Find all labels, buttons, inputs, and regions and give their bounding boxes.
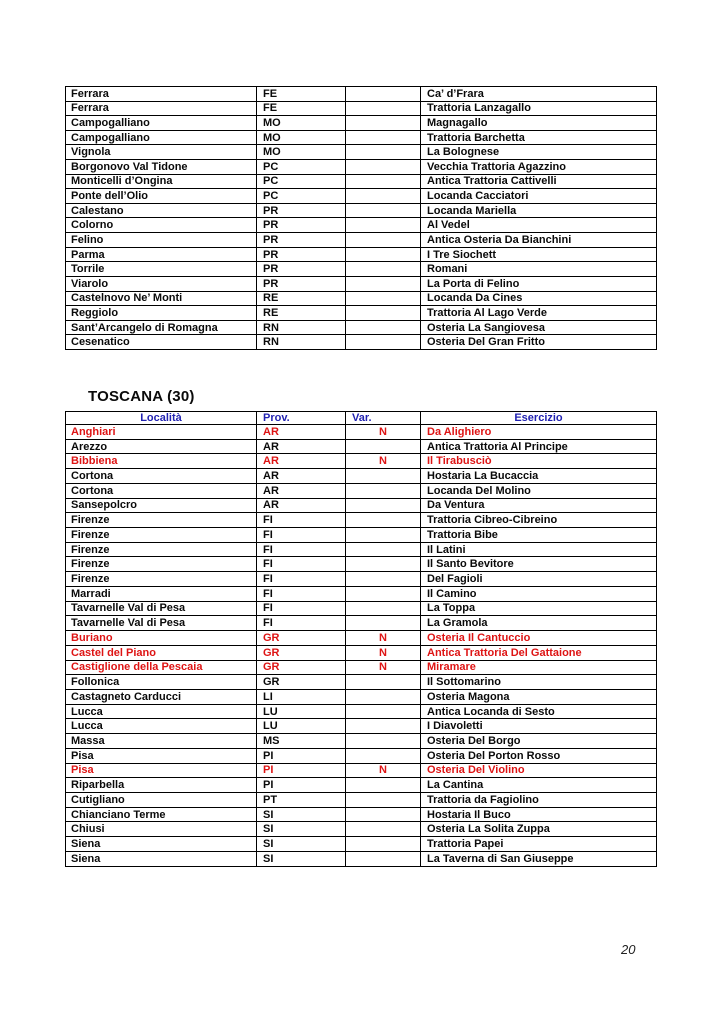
esercizio-cell: Trattoria Bibe [421,528,657,543]
prov-cell: MO [257,116,346,131]
var-cell: N [346,645,421,660]
localita-cell: Cortona [66,469,257,484]
var-cell: N [346,454,421,469]
esercizio-cell: Al Vedel [421,218,657,233]
localita-cell: Cutigliano [66,792,257,807]
prov-cell: GR [257,645,346,660]
prov-cell: FE [257,101,346,116]
prov-cell: RE [257,291,346,306]
esercizio-cell: Locanda Del Molino [421,483,657,498]
table-row [66,498,657,513]
esercizio-cell: Antica Trattoria Del Gattaione [421,645,657,660]
prov-cell: RN [257,320,346,335]
localita-cell: Reggiolo [66,306,257,321]
esercizio-cell: La Cantina [421,778,657,793]
table-row [66,101,657,116]
var-cell [346,160,421,175]
var-cell [346,528,421,543]
prov-cell: SI [257,807,346,822]
prov-cell: FI [257,557,346,572]
localita-cell: Parma [66,247,257,262]
localita-cell: Tavarnelle Val di Pesa [66,601,257,616]
emilia-table-body [66,87,657,350]
var-cell [346,247,421,262]
localita-cell: Lucca [66,719,257,734]
table-row [66,218,657,233]
localita-cell: Firenze [66,572,257,587]
esercizio-cell: Osteria Del Gran Fritto [421,335,657,350]
prov-cell: PI [257,778,346,793]
var-cell [346,483,421,498]
esercizio-cell: Il Latini [421,542,657,557]
table-row [66,276,657,291]
localita-cell: Castagneto Carducci [66,689,257,704]
prov-cell: PR [257,203,346,218]
table-row [66,675,657,690]
toscana-table-body [66,425,657,867]
table-row [66,601,657,616]
esercizio-cell: Il Santo Bevitore [421,557,657,572]
esercizio-cell: Trattoria Barchetta [421,130,657,145]
var-cell [346,189,421,204]
var-cell [346,469,421,484]
localita-cell: Colorno [66,218,257,233]
var-cell [346,203,421,218]
localita-cell: Follonica [66,675,257,690]
table-row [66,557,657,572]
localita-cell: Pisa [66,748,257,763]
localita-cell: Monticelli d’Ongina [66,174,257,189]
var-cell [346,218,421,233]
table-row [66,734,657,749]
table-row [66,704,657,719]
localita-cell: Felino [66,233,257,248]
localita-cell: Bibbiena [66,454,257,469]
table-row [66,528,657,543]
esercizio-cell: Del Fagioli [421,572,657,587]
esercizio-cell: Vecchia Trattoria Agazzino [421,160,657,175]
table-row [66,645,657,660]
localita-cell: Sansepolcro [66,498,257,513]
esercizio-cell: Romani [421,262,657,277]
var-cell: N [346,763,421,778]
prov-cell: SI [257,837,346,852]
esercizio-cell: La Toppa [421,601,657,616]
prov-cell: FI [257,616,346,631]
var-cell [346,748,421,763]
var-cell [346,87,421,102]
table-row [66,291,657,306]
esercizio-cell: Osteria Del Borgo [421,734,657,749]
var-cell [346,572,421,587]
table-row [66,454,657,469]
table-row [66,851,657,866]
var-cell [346,734,421,749]
table-row [66,469,657,484]
prov-cell: PR [257,247,346,262]
esercizio-cell: Osteria La Sangiovesa [421,320,657,335]
prov-cell: RN [257,335,346,350]
prov-cell: PI [257,763,346,778]
localita-cell: Cesenatico [66,335,257,350]
prov-cell: FI [257,586,346,601]
prov-cell: PI [257,748,346,763]
esercizio-cell: Il Tirabusciò [421,454,657,469]
prov-cell: GR [257,631,346,646]
esercizio-cell: La Gramola [421,616,657,631]
var-cell [346,116,421,131]
var-cell [346,439,421,454]
esercizio-cell: La Porta di Felino [421,276,657,291]
var-cell [346,851,421,866]
prov-cell: MO [257,130,346,145]
localita-cell: Firenze [66,557,257,572]
var-cell [346,306,421,321]
localita-cell: Ferrara [66,101,257,116]
table-row [66,542,657,557]
table-row [66,631,657,646]
localita-cell: Chiusi [66,822,257,837]
esercizio-cell: Trattoria Al Lago Verde [421,306,657,321]
table-row [66,660,657,675]
prov-cell: GR [257,660,346,675]
table-row [66,425,657,440]
esercizio-cell: I Diavoletti [421,719,657,734]
localita-cell: Tavarnelle Val di Pesa [66,616,257,631]
prov-cell: SI [257,851,346,866]
esercizio-cell: Osteria Magona [421,689,657,704]
localita-cell: Lucca [66,704,257,719]
esercizio-cell: Il Camino [421,586,657,601]
esercizio-cell: Magnagallo [421,116,657,131]
var-cell: N [346,631,421,646]
localita-cell: Marradi [66,586,257,601]
prov-cell: AR [257,469,346,484]
var-cell [346,174,421,189]
esercizio-cell: Ca’ d’Frara [421,87,657,102]
table-row [66,689,657,704]
prov-cell: AR [257,483,346,498]
esercizio-cell: Antica Locanda di Sesto [421,704,657,719]
prov-cell: PR [257,276,346,291]
prov-cell: LU [257,719,346,734]
prov-cell: FI [257,513,346,528]
var-cell [346,837,421,852]
esercizio-cell: Hostaria La Bucaccia [421,469,657,484]
table-row [66,130,657,145]
localita-cell: Massa [66,734,257,749]
table-row [66,87,657,102]
esercizio-cell: Locanda Da Cines [421,291,657,306]
var-cell [346,542,421,557]
table-row [66,807,657,822]
table-row [66,822,657,837]
toscana-table-header [66,412,657,425]
table-row [66,160,657,175]
var-cell [346,778,421,793]
localita-cell: Borgonovo Val Tidone [66,160,257,175]
table-row [66,837,657,852]
esercizio-cell: La Bolognese [421,145,657,160]
var-cell [346,792,421,807]
esercizio-cell: Trattoria Lanzagallo [421,101,657,116]
esercizio-cell: Trattoria Cibreo-Cibreino [421,513,657,528]
localita-cell: Firenze [66,513,257,528]
prov-cell: FI [257,601,346,616]
var-cell: N [346,660,421,675]
prov-cell: AR [257,425,346,440]
prov-cell: PC [257,189,346,204]
var-cell [346,498,421,513]
table-row [66,439,657,454]
localita-cell: Firenze [66,528,257,543]
prov-cell: PC [257,174,346,189]
esercizio-cell: Antica Trattoria Cattivelli [421,174,657,189]
esercizio-cell: Il Sottomarino [421,675,657,690]
table-row [66,572,657,587]
localita-cell: Buriano [66,631,257,646]
localita-cell: Campogalliano [66,116,257,131]
header-esercizio: Esercizio [421,412,657,425]
var-cell [346,320,421,335]
table-row [66,203,657,218]
localita-cell: Riparbella [66,778,257,793]
localita-cell: Ponte dell’Olio [66,189,257,204]
prov-cell: FI [257,528,346,543]
var-cell [346,557,421,572]
prov-cell: FI [257,572,346,587]
esercizio-cell: Osteria La Solita Zuppa [421,822,657,837]
esercizio-cell: Da Ventura [421,498,657,513]
var-cell [346,101,421,116]
table-row [66,792,657,807]
var-cell [346,719,421,734]
localita-cell: Calestano [66,203,257,218]
prov-cell: LU [257,704,346,719]
table-row [66,233,657,248]
table-row [66,174,657,189]
prov-cell: PT [257,792,346,807]
var-cell [346,616,421,631]
var-cell [346,276,421,291]
esercizio-cell: Hostaria Il Buco [421,807,657,822]
localita-cell: Firenze [66,542,257,557]
table-row [66,586,657,601]
var-cell [346,807,421,822]
esercizio-cell: La Taverna di San Giuseppe [421,851,657,866]
var-cell [346,233,421,248]
localita-cell: Vignola [66,145,257,160]
var-cell [346,704,421,719]
toscana-section-heading: TOSCANA (30) [88,388,195,405]
localita-cell: Cortona [66,483,257,498]
prov-cell: AR [257,454,346,469]
localita-cell: Anghiari [66,425,257,440]
page-number: 20 [621,942,636,957]
prov-cell: PC [257,160,346,175]
table-row [66,513,657,528]
esercizio-cell: Locanda Cacciatori [421,189,657,204]
header-var: Var. [346,412,421,425]
prov-cell: SI [257,822,346,837]
prov-cell: AR [257,439,346,454]
prov-cell: FI [257,542,346,557]
var-cell [346,822,421,837]
localita-cell: Chianciano Terme [66,807,257,822]
header-localita: Località [66,412,257,425]
var-cell [346,513,421,528]
localita-cell: Campogalliano [66,130,257,145]
table-row [66,335,657,350]
var-cell [346,262,421,277]
prov-cell: GR [257,675,346,690]
table-row [66,778,657,793]
localita-cell: Sant’Arcangelo di Romagna [66,320,257,335]
localita-cell: Pisa [66,763,257,778]
table-row [66,748,657,763]
localita-cell: Castelnovo Ne’ Monti [66,291,257,306]
localita-cell: Siena [66,851,257,866]
localita-cell: Arezzo [66,439,257,454]
table-row [66,763,657,778]
esercizio-cell: Da Alighiero [421,425,657,440]
var-cell [346,601,421,616]
var-cell [346,130,421,145]
esercizio-cell: Antica Trattoria Al Principe [421,439,657,454]
var-cell [346,291,421,306]
table-row [66,262,657,277]
prov-cell: PR [257,218,346,233]
table-row [66,616,657,631]
esercizio-cell: Locanda Mariella [421,203,657,218]
prov-cell: PR [257,233,346,248]
table-row [66,306,657,321]
esercizio-cell: Trattoria da Fagiolino [421,792,657,807]
table-row [66,189,657,204]
esercizio-cell: Miramare [421,660,657,675]
prov-cell: LI [257,689,346,704]
table-row [66,145,657,160]
localita-cell: Castel del Piano [66,645,257,660]
var-cell: N [346,425,421,440]
var-cell [346,689,421,704]
prov-cell: RE [257,306,346,321]
esercizio-cell: Trattoria Papei [421,837,657,852]
var-cell [346,145,421,160]
localita-cell: Siena [66,837,257,852]
esercizio-cell: Osteria Il Cantuccio [421,631,657,646]
table-row [66,116,657,131]
emilia-romagna-table [65,86,657,350]
localita-cell: Ferrara [66,87,257,102]
table-row [66,719,657,734]
header-row [66,412,657,425]
esercizio-cell: Osteria Del Porton Rosso [421,748,657,763]
localita-cell: Torrile [66,262,257,277]
toscana-table [65,411,657,867]
table-row [66,320,657,335]
table-row [66,483,657,498]
header-prov: Prov. [257,412,346,425]
esercizio-cell: I Tre Siochett [421,247,657,262]
var-cell [346,586,421,601]
localita-cell: Castiglione della Pescaia [66,660,257,675]
prov-cell: FE [257,87,346,102]
prov-cell: MO [257,145,346,160]
var-cell [346,675,421,690]
esercizio-cell: Osteria Del Violino [421,763,657,778]
prov-cell: PR [257,262,346,277]
prov-cell: MS [257,734,346,749]
var-cell [346,335,421,350]
table-row [66,247,657,262]
esercizio-cell: Antica Osteria Da Bianchini [421,233,657,248]
prov-cell: AR [257,498,346,513]
localita-cell: Viarolo [66,276,257,291]
